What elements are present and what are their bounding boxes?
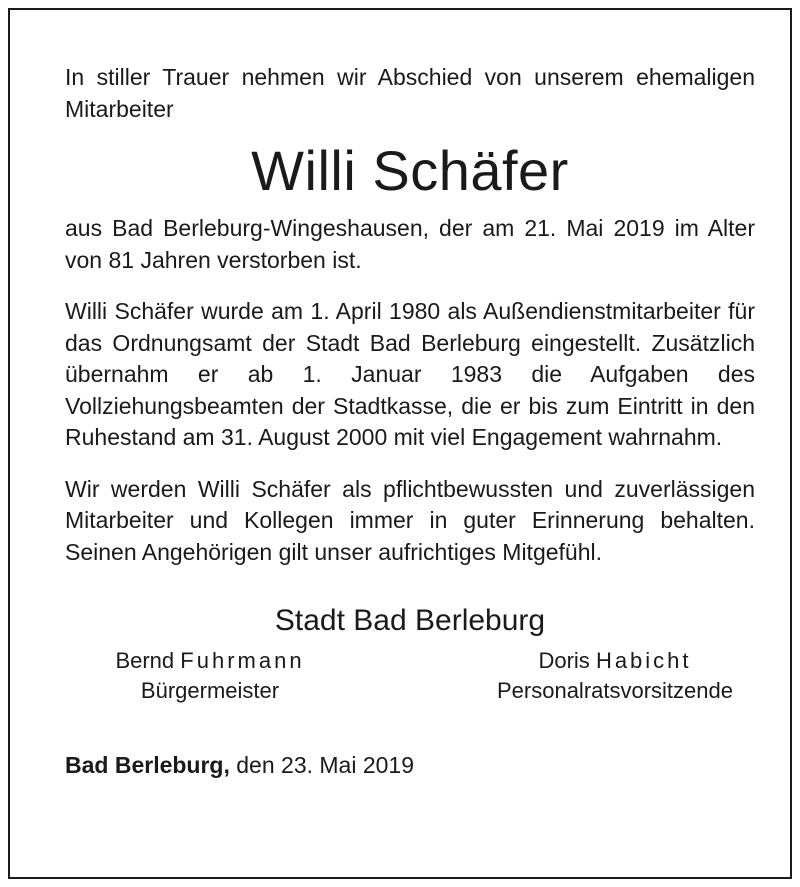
signers: [65, 646, 755, 706]
signer-mayor: [45, 646, 375, 706]
place: Bad Berleburg,: [65, 752, 230, 778]
deceased-name: Willi Schäfer: [251, 139, 569, 202]
intro-text: In stiller Trauer nehmen wir Abschied von unserem ehemaligen Mitarbeiter: [65, 64, 755, 122]
signer-role: Personalratsvorsitzende: [496, 678, 733, 703]
signer-name: [450, 646, 780, 676]
date: den 23. Mai 2019: [236, 752, 415, 778]
tribute-text: Wir werden Willi Schäfer als pflichtbewussten und zuverlässigen Mitarbeiter und Kollegen immer in guter Erinnerung behalten. Seinen Angehörigen gilt unser aufrichtiges Mitgefühl.: [65, 475, 755, 565]
organization-name: Stadt Bad Berleburg: [274, 604, 546, 637]
signer-staff-council: [450, 646, 780, 706]
notice-content: [65, 62, 755, 780]
signer-last-name: Habicht: [595, 648, 692, 673]
place-date: [65, 750, 755, 780]
signer-name: [45, 646, 375, 676]
signer-last-name: Fuhrmann: [180, 648, 305, 673]
origin-text: aus Bad Berleburg-Wingeshausen, der am 21. Mai 2019 im Alter von 81 Jahren verstorben ist.: [65, 215, 755, 273]
signer-first-name: Doris: [538, 648, 590, 673]
career-text: Willi Schäfer wurde am 1. April 1980 als Außendienstmitarbeiter für das Ordnungsamt der Stadt Bad Berleburg eingestellt. Zusätzlich übernahm er ab 1. Januar 1983 die Aufgaben des Vollziehungsbeamten der Stadtkasse, die er bis zum Eintritt in den Ruhestand am 31. August 2000 mit viel Engagement wahrnahm.: [65, 298, 755, 450]
signer-role: Bürgermeister: [140, 678, 280, 703]
signer-first-name: Bernd: [115, 648, 175, 673]
obituary-notice: [8, 8, 792, 879]
